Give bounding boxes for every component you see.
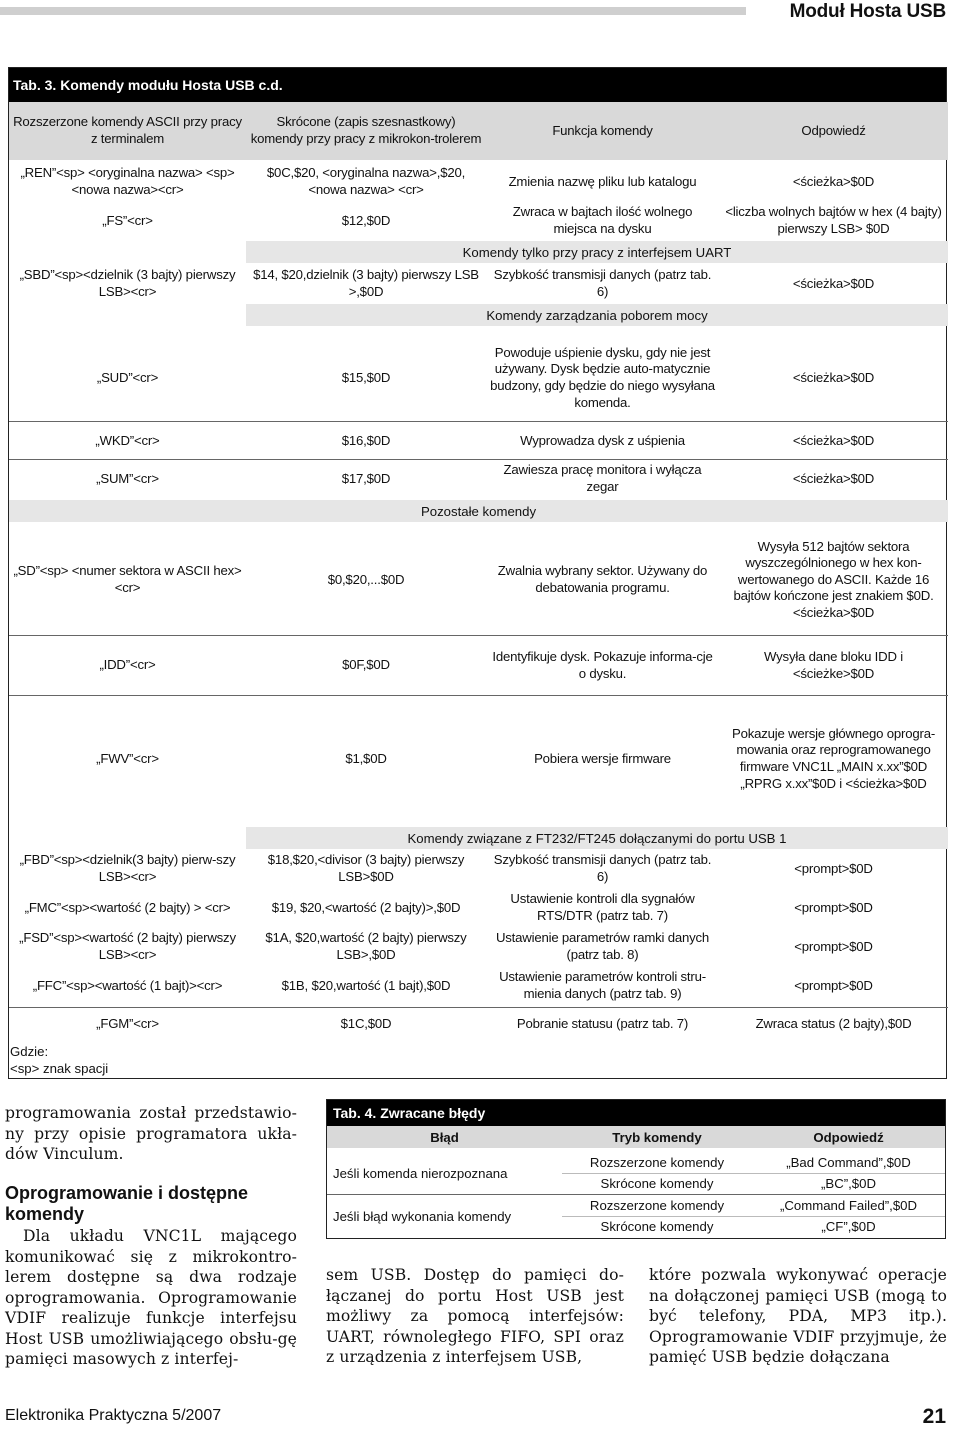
t4-error: Jeśli błąd wykonania komendy xyxy=(333,1208,512,1224)
row-separator xyxy=(9,421,948,422)
cell-hex: $0C,$20, <oryginalna nazwa>,$20, <nowa nazwa> <cr> xyxy=(266,165,466,197)
cell-function: Ustawienie kontroli dla sygnałów RTS/DTR (patrz tab. 7) xyxy=(510,891,695,923)
header-bar xyxy=(0,7,746,15)
cell-hex: $18,$20,<divisor (3 bajty) pierwszy LSB>$0D xyxy=(267,852,465,884)
header-col-function: Funkcja komendy xyxy=(486,102,719,160)
cell-hex: $16,$0D xyxy=(341,432,391,448)
cell-ascii: „FSD”<sp><wartość (2 bajty) pierwszy LSB><cr> xyxy=(19,930,236,962)
cell-ascii: „IDD”<cr> xyxy=(99,657,156,673)
cell-response: <ścieżka>$0D xyxy=(792,275,875,291)
cell-response: <prompt>$0D xyxy=(794,860,873,876)
cell-hex: $1A, $20,wartość (2 bajty) pierwszy LSB>,$0D xyxy=(265,930,467,962)
section-uart: Komendy tylko przy pracy z interfejsem UART xyxy=(246,241,948,263)
section-heading: Oprogramowanie i dostępne komendy xyxy=(5,1183,249,1224)
row-separator xyxy=(9,1007,948,1008)
t4-response: „BC”,$0D xyxy=(821,1176,876,1191)
cell-function: Pobranie statusu (patrz tab. 7) xyxy=(516,1015,689,1031)
article-col2: sem USB. Dostęp do pamięci do-łączanej do portu Host USB jest możliwy za pomocą interfejsów: UART, równoległego FIFO, SPI oraz z urządzenia z interfejsem USB, xyxy=(326,1266,624,1366)
t4-error: Jeśli komenda nierozpoznana xyxy=(333,1165,508,1181)
cell-hex: $17,$0D xyxy=(341,470,391,486)
cell-hex: $0F,$0D xyxy=(342,657,390,673)
t4-header-mode: Tryb komendy xyxy=(562,1126,752,1148)
cell-function: Pobiera wersje firmware xyxy=(534,750,671,766)
cell-ascii: „FGM”<cr> xyxy=(96,1015,159,1031)
cell-response: Zwraca status (2 bajty),$0D xyxy=(755,1015,912,1031)
article-col1-body: Dla układu VNC1L mającego komunikować się z mikrokontro-lerem dostępne są dwa rodzaje oprogramowania. Oprogramowanie VDIF realizuje funkcje interfejsu Host USB umożliwiającego obsłu-gę pamięci masowych z interfej- xyxy=(5,1227,297,1368)
cell-ascii: „WKD”<cr> xyxy=(95,432,160,448)
cell-function: Zwraca w bajtach ilość wolnego miejsca na dysku xyxy=(512,204,693,236)
t4-separator xyxy=(327,1194,945,1195)
table-3-caption: Tab. 3. Komendy modułu Hosta USB c.d. xyxy=(9,68,946,102)
cell-function: Szybkość transmisji danych (patrz tab. 6) xyxy=(493,267,712,299)
cell-function: Zmienia nazwę pliku lub katalogu xyxy=(508,173,697,189)
cell-ascii: „SUM”<cr> xyxy=(96,470,159,486)
cell-response: Pokazuje wersje głównego oprogra-mowania oraz reprogramowanego firmware VNC1L „MAIN x.xx”$0D „RPRG x.xx”$0D i <ścieżka>$0D xyxy=(731,725,936,791)
cell-ascii: „FWV”<cr> xyxy=(96,750,159,766)
t4-mode: Rozszerzone komendy xyxy=(589,1198,725,1213)
table-note xyxy=(10,1044,108,1077)
cell-ascii: „FS”<cr> xyxy=(102,212,153,228)
t4-mode: Skrócone komendy xyxy=(600,1219,714,1234)
cell-response: <ścieżka>$0D xyxy=(792,432,875,448)
cell-response: <ścieżka>$0D xyxy=(792,173,875,189)
t4-response: „Command Failed”,$0D xyxy=(779,1198,918,1213)
header-col-hex: Skrócone (zapis szesnastkowy) komendy przy pracy z mikrokon-trolerem xyxy=(246,102,486,160)
t4-mode: Rozszerzone komendy xyxy=(589,1155,725,1170)
cell-hex: $12,$0D xyxy=(341,212,391,228)
section-ft: Komendy związane z FT232/FT245 dołączanymi do portu USB 1 xyxy=(246,827,948,849)
table-4-caption: Tab. 4. Zwracane błędy xyxy=(327,1100,945,1126)
table-3 xyxy=(8,67,947,1079)
cell-function: Zwalnia wybrany sektor. Używany do debatowania programu. xyxy=(497,563,708,595)
cell-hex: $19, $20,<wartość (2 bajty)>,$0D xyxy=(271,899,461,915)
header-col-ascii: Rozszerzone komendy ASCII przy pracy z terminalem xyxy=(9,102,246,160)
cell-hex: $1B, $20,wartość (1 bajt),$0D xyxy=(281,977,451,993)
cell-response: <prompt>$0D xyxy=(794,977,873,993)
cell-ascii: „SD”<sp> <numer sektora w ASCII hex><cr> xyxy=(13,563,242,595)
note-text: <sp> znak spacji xyxy=(10,1060,109,1076)
cell-function: Zawiesza pracę monitora i wyłącza zegar xyxy=(503,462,702,494)
cell-response: Wysyła dane bloku IDD i <ścieżke>$0D xyxy=(764,648,903,681)
cell-function: Ustawienie parametrów kontroli stru-mienia danych (patrz tab. 9) xyxy=(499,969,706,1001)
row-separator xyxy=(9,695,948,696)
t4-header-response: Odpowiedź xyxy=(752,1126,945,1148)
cell-function: Wyprowadza dysk z uśpienia xyxy=(520,432,685,448)
page-header-title: Moduł Hosta USB xyxy=(789,1,946,22)
cell-response: Wysyła 512 bajtów sektora wyszczególnionego w hex kon-wertowanego do ASCII. Każde 16 bajtów kończone jest znakiem $0D. <ścieżka>$0D xyxy=(733,538,934,620)
cell-ascii: „FBD”<sp><dzielnik(3 bajty) pierw-szy LSB><cr> xyxy=(19,852,236,884)
cell-function: Ustawienie parametrów ramki danych (patrz tab. 8) xyxy=(495,930,710,962)
cell-hex: $0,$20,...$0D xyxy=(327,571,405,587)
cell-hex: $1,$0D xyxy=(345,750,387,766)
cell-ascii: „SBD”<sp><dzielnik (3 bajty) pierwszy LSB><cr> xyxy=(19,267,236,299)
t4-mode: Skrócone komendy xyxy=(600,1176,714,1191)
section-other: Pozostałe komendy xyxy=(9,500,948,522)
cell-ascii: „REN”<sp> <oryginalna nazwa> <sp> <nowa nazwa><cr> xyxy=(20,165,235,197)
note-label: Gdzie: xyxy=(10,1044,49,1059)
article-col3: które pozwala wykonywać operacje na dołączonej pamięci USB (mogą to być telefony, PDA, MP3 itp.). Oprogramowanie VDIF przyjmuje, że pamięć USB będzie dołączana xyxy=(649,1266,947,1366)
cell-ascii: „FMC”<sp><wartość (2 bajty) > <cr> xyxy=(24,899,231,915)
table-4 xyxy=(326,1099,946,1239)
cell-response: <prompt>$0D xyxy=(794,938,873,954)
cell-function: Powoduje uśpienie dysku, gdy nie jest używany. Dysk będzie auto-matycznie budzony, gdy będzie do niego wysyłana komenda. xyxy=(490,344,715,410)
cell-hex: $15,$0D xyxy=(341,369,391,385)
cell-ascii: „FFC”<sp><wartość (1 bajt)><cr> xyxy=(32,977,223,993)
t4-header-error: Błąd xyxy=(327,1126,562,1148)
article-col1-top: programowania został przedstawio-ny przy opisie programatora ukła-dów Vinculum. xyxy=(5,1104,297,1163)
cell-hex: $14, $20,dzielnik (3 bajty) pierwszy LSB >,$0D xyxy=(253,267,479,299)
t4-response: „Bad Command”,$0D xyxy=(786,1155,911,1170)
t4-separator xyxy=(562,1173,945,1174)
cell-response: <liczba wolnych bajtów w hex (4 bajty) pierwszy LSB> $0D xyxy=(725,204,942,236)
row-separator xyxy=(9,635,948,636)
cell-hex: $1C,$0D xyxy=(340,1015,392,1031)
cell-response: <ścieżka>$0D xyxy=(792,369,875,385)
t4-separator xyxy=(562,1216,945,1217)
t4-response: „CF”,$0D xyxy=(821,1219,876,1234)
section-power: Komendy zarządzania poborem mocy xyxy=(246,304,948,326)
footer-magazine: Elektronika Praktyczna 5/2007 xyxy=(5,1407,222,1424)
row-separator xyxy=(9,459,948,460)
footer-page-number: 21 xyxy=(922,1405,946,1428)
cell-response: <ścieżka>$0D xyxy=(792,470,875,486)
cell-function: Identyfikuje dysk. Pokazuje informa-cje o dysku. xyxy=(492,648,713,681)
cell-function: Szybkość transmisji danych (patrz tab. 6) xyxy=(493,852,712,884)
header-col-response: Odpowiedź xyxy=(719,102,948,160)
cell-ascii: „SUD”<cr> xyxy=(96,369,159,385)
cell-response: <prompt>$0D xyxy=(794,899,873,915)
